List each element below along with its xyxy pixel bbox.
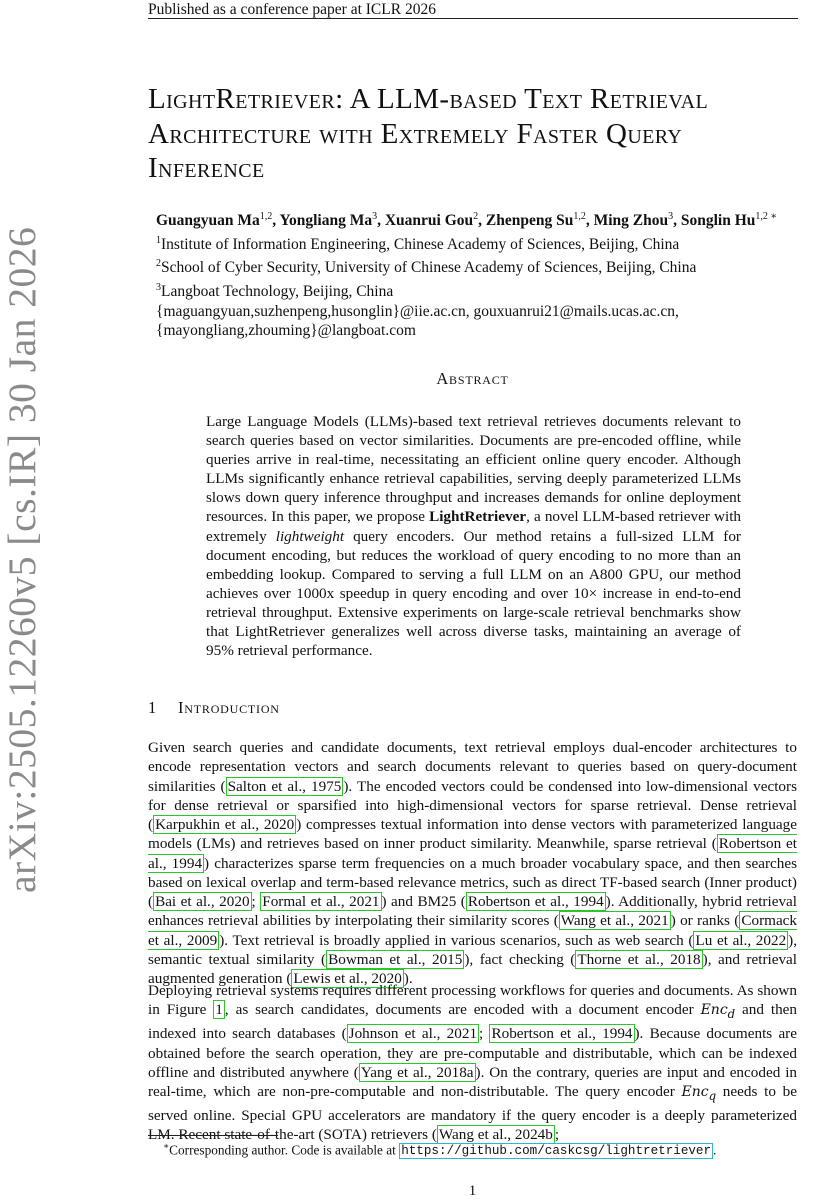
body-text: needs to be served online. Special GPU accelerators are mandatory if the query encoder is a deeply parameterized LM. Recent state-of-the-art (SOTA) retrievers ( [148,1083,797,1144]
intro-paragraph-1: Given search queries and candidate documents, text retrieval employs dual-encoder architectures to encode representation vectors and search documents relevant to queries based on query-document similarities ( Salton et al., 1975 ). The encoded vectors could be condensed into low-dimensional vectors for dense retrieval or sparsified into high-dimensional vectors for sparse retrieval. Dense retrieval ( Karpukhin et al., 2020 ) compresses textual information into dense vectors with parameterized language models (LMs) and retrieves based on inner product similarity. Meanwhile, sparse retrieval ( Robertson et al., 1994 ) characterizes sparse term frequencies on a much broader vocabulary space, and then searches based on lexical overlap and term-based relevance metrics, such as direct TF-based search (Inner product) ( Bai et al., 2020 ; Formal et al., 2021 ) and BM25 ( Robertson et al., 1994 ). Additionally, hybrid retrieval enhances retrieval abilities by interpolating their similarity scores ( Wang et al., 2021 ) or ranks ( Cormack et al., 2009 ). Text retrieval is broadly applied in various scenarios, such as web search ( Lu et al., 2022 ), semantic textual similarity ( Bowman et al., 2015 ), fact checking ( Thorne et al., 2018 ), and retrieval augmented generation ( Lewis et al., 2020 ). [148,739,798,987]
affiliation-text: School of Cyber Security, University of Chinese Academy of Sciences, Beijing, China [161,259,697,277]
citation-link[interactable]: Robertson et al., 1994 [491,1025,633,1043]
page-number: 1 [468,1183,477,1199]
body-text: ). Additionally, hybrid retrieval enhances retrieval abilities by interpolating their similarity scores ( [148,893,797,930]
body-text: ). Text retrieval is broadly applied in various scenarios, such as web search ( [219,931,694,949]
body-text: ; [554,1126,560,1144]
citation-link[interactable]: Robertson et al., 1994 [467,893,604,910]
author-list: Guangyuan Ma$^{1,2}$, Yongliang Ma$^3$, Xuanrui Gou$^2$, Zhenpeng Su$^{1,2}$, Ming Zhou$^3$, Songlin $Hu^{1,2 ∗}$ [156,211,778,230]
footnote-end: . [713,1142,717,1158]
author-name: Ming Zhou [593,212,669,230]
body-text: and then indexed into search databases ( [148,1001,798,1043]
email-line-2: {mayongliang,zhouming}@langboat.com [156,322,416,340]
body-text: Given search queries and candidate documents, text retrieval employs dual-encoder architectures to encode representation vectors and search documents relevant to queries based on query-document similarities ( [148,739,797,795]
body-text: ), fact checking ( [464,950,576,968]
abstract-body [206,412,741,660]
citation-link[interactable]: Wang et al., 2021 [560,912,669,930]
footnote-text: Corresponding author. Code is available at [169,1142,400,1158]
author-affiliation: 3 [372,211,378,222]
affiliation-number: 2 [156,258,161,270]
running-header: Published as a conference paper at ICLR 2026 [148,1,436,18]
affiliation-text: Institute of Information Engineering, Chinese Academy of Sciences, Beijing, China [161,235,680,253]
body-text: ). On the contrary, queries are input and encoded in real-time, which are non-pre-computable and non-distributable. The query encoder [148,1063,798,1101]
body-text: , as search candidates, documents are encoded with a document encoder [224,1001,701,1019]
citation-link[interactable]: Cormack et al., 2009 [148,912,798,949]
citation-link[interactable]: Robertson et al., 1994 [148,835,797,872]
body-text: ). [403,970,413,987]
section-title: Introduction [178,698,280,717]
abstract-emphasis: lightweight [275,527,345,545]
header-rule [148,18,798,19]
author-name: Songlin Hu [680,212,756,230]
paper-title [148,82,808,186]
citation-link[interactable]: Karpukhin et al., 2020 [155,816,295,833]
author-name: Zhenpeng Su [485,212,574,230]
author-name: Guangyuan Ma [156,212,260,230]
citation-link[interactable]: Bai et al., 2020 [155,893,250,910]
body-text: ) compresses textual information into dense vectors with parameterized language models (LMs) and retrieves based on inner product similarity. Meanwhile, sparse retrieval ( [148,816,798,853]
affiliation-text: Langboat Technology, Beijing, China [161,283,394,301]
section-number: 1 [148,698,158,717]
body-text: ), semantic textual similarity ( [148,931,798,968]
math-enc-d: Enc$_d$ [700,1002,736,1022]
abstract-text: query encoders. Our method retains a full-sized LLM for document encoding, but reduces the workload of query encoding to no more than an embedding lookup. Compared to serving a full LLM on an A800 GPU, our method achieves over 1000x speedup in query encoding and over 10× increase in end-to-end retrieval throughput. Extensive experiments on large-scale retrieval benchmarks show that LightRetriever generalizes well across diverse tasks, maintaining an average of 95% retrieval performance. [206,527,741,660]
citation-link[interactable]: Johnson et al., 2021 [348,1025,478,1043]
footnote-mark: ∗ [163,1141,170,1151]
body-text: Deploying retrieval systems requires different processing workflows for queries and documents. As shown in Figure [148,982,797,1019]
math-enc-q: Enc$_q$ [681,1084,717,1103]
body-text: ) or ranks ( [670,912,740,930]
figure-reference-link[interactable]: 1 [215,1001,223,1019]
author-affiliation: 1,2 ∗ [755,211,778,222]
abstract-text: , a novel LLM-based retriever with extremely [206,508,742,545]
arxiv-stamp: arXiv:2505.12260v5 [cs.IR] 30 Jan 2026 [0,226,44,893]
abstract-heading: Abstract [436,369,509,388]
author-name: Yongliang Ma [279,212,373,230]
citation-link[interactable]: Salton et al., 1975 [227,777,342,795]
body-text: ). The encoded vectors could be condensed into low-dimensional vectors for dense retrieval or sparsified into high-dimensional vectors for sparse retrieval. Dense retrieval ( [148,777,797,833]
citation-link[interactable]: Formal et al., 2021 [262,893,380,910]
affiliation-line [156,231,819,255]
author-block [156,207,819,341]
body-text: ). Because documents are obtained before the search operation, they are pre-computable and distributable, which can be indexed offline and distributed anywhere ( [148,1025,797,1081]
citation-link[interactable]: Thorne et al., 2018 [577,950,701,968]
code-url-link[interactable]: https://github.com/caskcsg/lightretriever [401,1144,712,1159]
affiliation-line [156,278,819,302]
title-line-3: Inference [148,152,265,184]
citation-link[interactable]: Lewis et al., 2020 [293,970,402,987]
section-heading-introduction [148,698,280,718]
title-line-1: LightRetriever: A LLM-based Text Retrieval [148,83,709,115]
citation-link[interactable]: Lu et al., 2022 [695,931,787,949]
author-affiliation: 1,2 [573,211,586,222]
intro-paragraph-2: Deploying retrieval systems requires different processing workflows for queries and documents. As shown in Figure 1 , as search candidates, documents are encoded with a document encoder Enc$_d$ and then indexed into search databases ( Johnson et al., 2021 ; Robertson et al., 1994 ). Because documents are obtained before the search operation, they are pre-computable and distributable, which can be indexed offline and distributed anywhere ( Yang et al., 2018a ). On the contrary, queries are input and encoded in real-time, which are non-pre-computable and non-distributable. The query encoder Enc$_q$ needs to be served online. Special GPU accelerators are mandatory if the query encoder is a deeply parameterized LM. Recent state-of-the-art (SOTA) retrievers ( Wang et al., 2024b ; [148,982,798,1144]
body-text: ) and BM25 ( [381,893,466,910]
affiliation-number: 3 [156,281,161,293]
citation-link[interactable]: Bowman et al., 2015 [328,950,463,968]
author-affiliation: 2 [473,211,479,222]
citation-link[interactable]: Wang et al., 2024b [438,1126,553,1144]
abstract-method-name: LightRetriever [429,508,527,526]
author-affiliation: 1,2 [259,211,273,222]
abstract-text: Large Language Models (LLMs)-based text retrieval retrieves documents relevant to search queries based on vector similarities. Documents are pre-encoded offline, while queries arrive in real-time, necessitating an efficient online query encoder. Although LLMs significantly enhance retrieval capabilities, serving deeply parameterized LLMs slows down query inference throughput and increases demands for online deployment resources. In this paper, we propose [206,413,741,526]
footnote-rule [148,1135,278,1136]
body-text: ) characterizes sparse term frequencies on a much broader vocabulary space, and then searches based on lexical overlap and term-based relevance metrics, such as direct TF-based search (Inner product) ( [148,854,797,910]
body-text: ), and retrieval augmented generation ( [148,950,798,987]
footnote [163,1138,803,1160]
title-line-2: Architecture with Extremely Faster Query [148,117,683,150]
email-line-1: {maguangyuan,suzhenpeng,husonglin}@iie.ac.cn, gouxuanrui21@mails.ucas.ac.cn, [156,302,679,320]
affiliation-line [156,254,819,278]
affiliation-number: 1 [156,234,161,246]
citation-link[interactable]: Yang et al., 2018a [360,1063,474,1081]
author-name: Xuanrui Gou [384,212,474,230]
author-affiliation: 3 [668,211,674,222]
